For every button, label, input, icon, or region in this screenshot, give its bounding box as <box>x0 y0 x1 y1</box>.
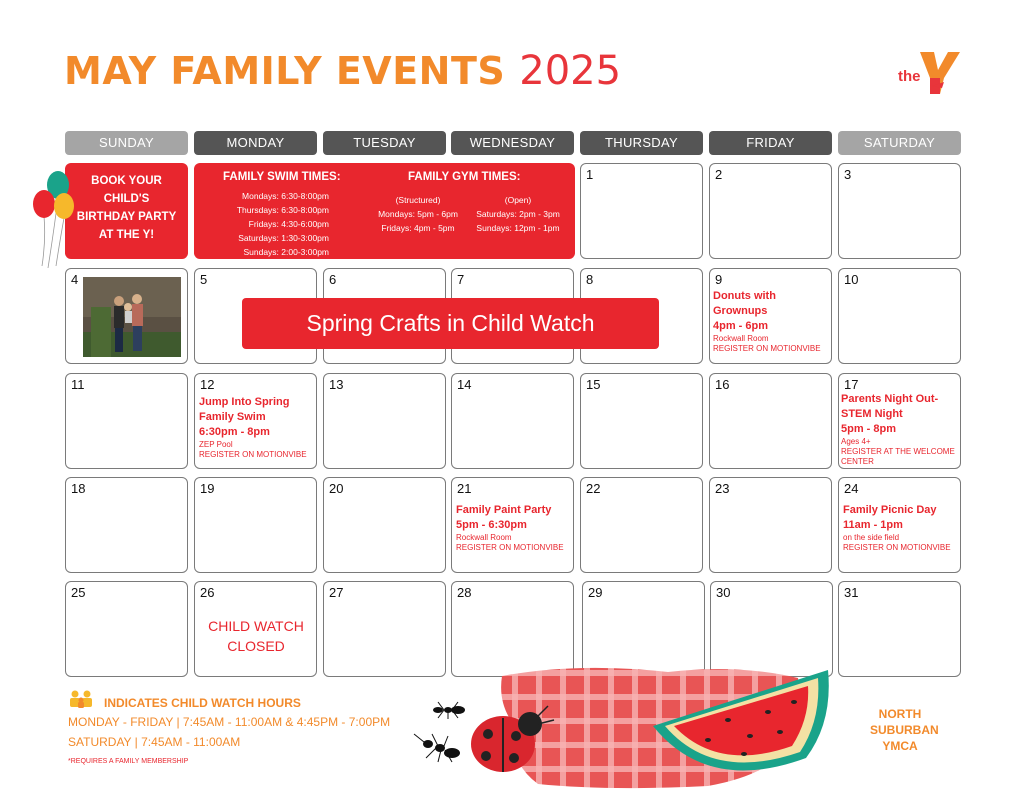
day-cell <box>580 477 703 573</box>
event-picnic-day <box>843 503 951 553</box>
date-number: 5 <box>200 272 208 287</box>
day-cell <box>838 477 961 573</box>
day-cell <box>194 373 317 469</box>
ymca-logo <box>896 48 968 98</box>
date-number: 29 <box>588 585 603 600</box>
day-cell <box>323 373 446 469</box>
date-number: 12 <box>200 377 215 392</box>
family-times-box <box>194 163 575 259</box>
closed-line: CHILD WATCH <box>208 618 304 634</box>
gym-title: FAMILY GYM TIMES: <box>408 171 521 183</box>
date-number: 18 <box>71 481 86 496</box>
day-cell <box>709 477 832 573</box>
swim-list <box>194 189 329 259</box>
date-number: 27 <box>329 585 344 600</box>
event-time: 5pm - 8pm <box>841 423 897 435</box>
date-number: 28 <box>457 585 472 600</box>
y-logo-icon <box>896 48 968 98</box>
event-donuts <box>713 289 831 354</box>
swim-title: FAMILY SWIM TIMES: <box>223 171 341 183</box>
event-title: Jump Into Spring <box>199 396 290 408</box>
picnic-illustration <box>408 662 844 791</box>
event-title: Family Swim <box>199 411 266 423</box>
day-cell <box>709 373 832 469</box>
date-number: 25 <box>71 585 86 600</box>
gym-line: Saturdays: 2pm - 3pm <box>476 209 560 219</box>
date-number: 10 <box>844 272 859 287</box>
page-title <box>64 48 621 94</box>
event-title: Family Picnic Day <box>843 504 937 516</box>
event-title: STEM Night <box>841 408 903 420</box>
swim-line: Thursdays: 6:30-8:00pm <box>236 205 329 215</box>
day-cell <box>838 163 961 259</box>
date-number: 7 <box>457 272 465 287</box>
event-register: REGISTER ON MOTIONVIBE <box>843 543 951 552</box>
child-watch-icon <box>67 690 95 708</box>
date-number: 15 <box>586 377 601 392</box>
swim-line: Mondays: 6:30-8:00pm <box>242 191 329 201</box>
event-time: 5pm - 6:30pm <box>456 519 527 531</box>
date-number: 8 <box>586 272 594 287</box>
birthday-line: CHILD'S <box>103 193 150 205</box>
gym-line: Sundays: 12pm - 1pm <box>476 223 560 233</box>
event-jump-into-spring <box>199 395 307 460</box>
day-cell <box>838 268 961 364</box>
swim-line: Fridays: 4:30-6:00pm <box>248 219 329 229</box>
date-number: 23 <box>715 481 730 496</box>
date-number: 19 <box>200 481 215 496</box>
day-cell <box>451 477 574 573</box>
event-title: Parents Night Out- <box>841 393 939 405</box>
header-monday: MONDAY <box>194 131 317 155</box>
child-watch-weekday-hours: MONDAY - FRIDAY | 7:45AM - 11:00AM & 4:45PM - 7:00PM <box>68 715 391 729</box>
event-time: 6:30pm - 8pm <box>199 426 270 438</box>
event-parents-night-out <box>841 392 955 467</box>
day-cell <box>65 268 188 364</box>
day-cell <box>709 163 832 259</box>
gym-open-label: (Open) <box>504 195 532 205</box>
ant-icon <box>414 734 460 762</box>
day-cell <box>580 373 703 469</box>
event-title: Family Paint Party <box>456 504 552 516</box>
date-number: 21 <box>457 481 472 496</box>
event-place: ZEP Pool <box>199 440 233 449</box>
date-number: 20 <box>329 481 344 496</box>
event-register: REGISTER AT THE WELCOME <box>841 447 955 456</box>
logo-the-text: the <box>898 68 921 85</box>
date-number: 24 <box>844 481 859 496</box>
day-cell <box>65 581 188 677</box>
header-saturday: SATURDAY <box>838 131 961 155</box>
org-line: YMCA <box>882 739 918 753</box>
swim-line: Sundays: 2:00-3:00pm <box>243 247 329 257</box>
balloons-icon <box>30 170 80 270</box>
event-title: Donuts with Grownups <box>713 290 776 317</box>
title-year: 2025 <box>519 48 622 94</box>
date-number: 6 <box>329 272 337 287</box>
closed-line: CLOSED <box>227 638 285 654</box>
birthday-line: BOOK YOUR <box>91 175 162 187</box>
date-number: 9 <box>715 272 723 287</box>
header-sunday: SUNDAY <box>65 131 188 155</box>
header-friday: FRIDAY <box>709 131 832 155</box>
date-number: 30 <box>716 585 731 600</box>
child-watch-saturday-hours: SATURDAY | 7:45AM - 11:00AM <box>68 735 241 749</box>
event-register: REGISTER ON MOTIONVIBE <box>199 450 307 459</box>
membership-note: *REQUIRES A FAMILY MEMBERSHIP <box>68 758 189 765</box>
gym-structured <box>370 193 466 235</box>
birthday-line: BIRTHDAY PARTY <box>76 211 177 223</box>
event-register: CENTER <box>841 457 874 466</box>
day-cell <box>709 268 832 364</box>
child-watch-heading: INDICATES CHILD WATCH HOURS <box>104 696 301 710</box>
event-place: Rockwall Room <box>456 533 512 542</box>
gym-line: Fridays: 4pm - 5pm <box>381 223 455 233</box>
title-text: MAY FAMILY EVENTS <box>64 49 506 93</box>
event-ages: Ages 4+ <box>841 437 871 446</box>
event-time: 11am - 1pm <box>843 519 903 531</box>
swim-line: Saturdays: 1:30-3:00pm <box>238 233 329 243</box>
org-name <box>870 706 939 754</box>
day-cell <box>838 581 961 677</box>
date-number: 3 <box>844 167 852 182</box>
day-cell <box>323 477 446 573</box>
event-register: REGISTER ON MOTIONVIBE <box>456 543 564 552</box>
birthday-line: AT THE Y! <box>98 229 155 241</box>
day-cell <box>451 373 574 469</box>
day-cell <box>65 477 188 573</box>
header-tuesday: TUESDAY <box>323 131 446 155</box>
date-number: 1 <box>586 167 594 182</box>
org-line: NORTH <box>878 707 922 721</box>
date-number: 17 <box>844 377 859 392</box>
gym-structured-label: (Structured) <box>395 195 441 205</box>
date-number: 13 <box>329 377 344 392</box>
date-number: 31 <box>844 585 859 600</box>
birthday-box <box>65 163 188 259</box>
child-watch-closed <box>194 616 318 656</box>
event-time: 4pm - 6pm <box>713 320 769 332</box>
header-wednesday: WEDNESDAY <box>451 131 574 155</box>
day-cell <box>65 373 188 469</box>
gym-line: Mondays: 5pm - 6pm <box>378 209 458 219</box>
ant-icon <box>433 702 465 719</box>
header-thursday: THURSDAY <box>580 131 703 155</box>
day-cell <box>580 163 703 259</box>
date-number: 14 <box>457 377 472 392</box>
event-register: REGISTER ON MOTIONVIBE <box>713 344 821 353</box>
date-number: 11 <box>71 377 85 392</box>
date-number: 16 <box>715 377 730 392</box>
family-photo <box>83 277 181 357</box>
org-line: SUBURBAN <box>870 723 939 737</box>
event-paint-party <box>456 503 564 553</box>
gym-open <box>468 193 568 235</box>
event-place: Rockwall Room <box>713 334 769 343</box>
date-number: 4 <box>71 272 79 287</box>
date-number: 26 <box>200 585 215 600</box>
day-cell <box>194 477 317 573</box>
spring-crafts-banner: Spring Crafts in Child Watch <box>242 298 659 349</box>
day-cell <box>838 373 961 469</box>
event-place: on the side field <box>843 533 900 542</box>
date-number: 22 <box>586 481 601 496</box>
date-number: 2 <box>715 167 723 182</box>
